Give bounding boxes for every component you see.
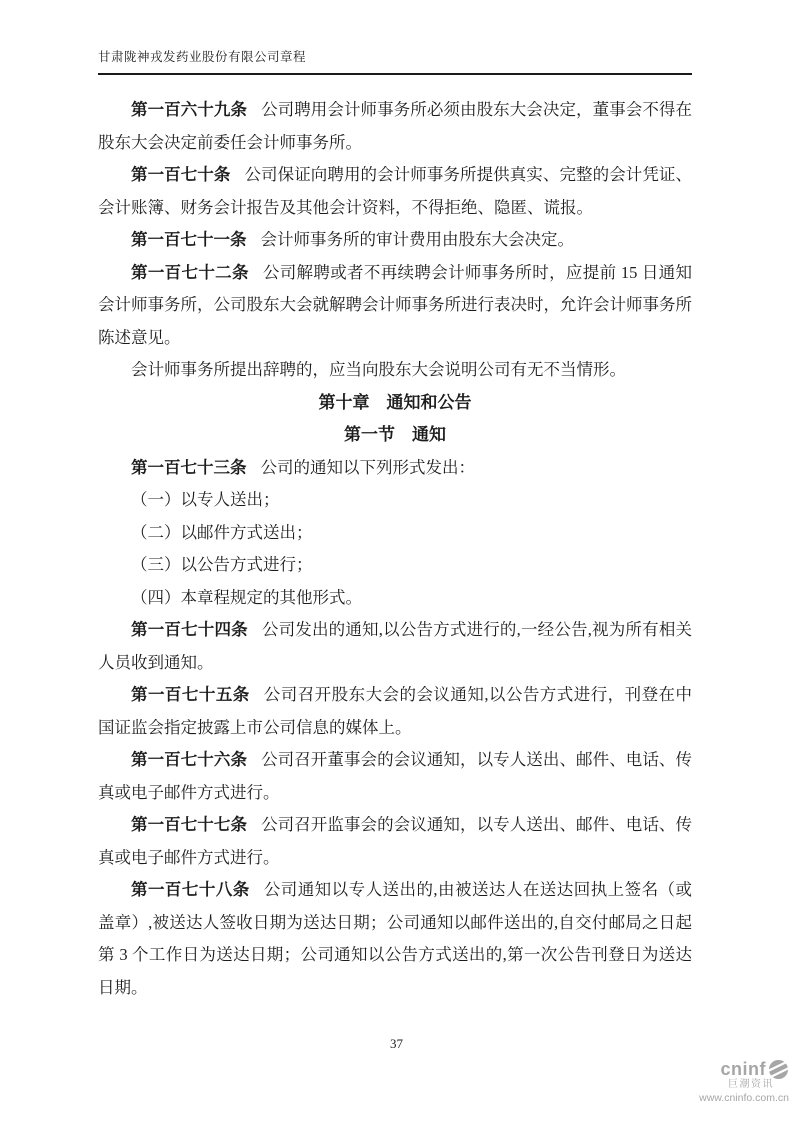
article-text: 公司召开股东大会的会议通知,以公告方式进行，刊登在中国证监会指定披露上市公司信息的媒体上。	[98, 685, 693, 737]
cninfo-logo	[699, 1059, 789, 1104]
cninfo-brand-row	[699, 1059, 789, 1080]
article-number: 第一百七十四条	[131, 621, 248, 639]
article-paragraph	[98, 224, 692, 257]
article-text: 公司聘用会计师事务所必须由股东大会决定，董事会不得在股东大会决定前委任会计师事务所。	[98, 100, 693, 152]
article-paragraph	[98, 809, 692, 874]
article-text: 公司召开董事会的会议通知，以专人送出、邮件、电话、传真或电子邮件方式进行。	[98, 750, 693, 802]
article-text: 公司通知以专人送出的,由被送达人在送达回执上签名（或盖章）,被送达人签收日期为送达日期；公司通知以邮件送出的,自交付邮局之日起第 3 个工作日为送达日期；公司通知以公告方式送出的,第一次公告刊登日为送达日期。	[98, 880, 693, 997]
section-heading: 第一节 通知	[344, 425, 446, 444]
cninfo-chinese-name: 巨潮资讯	[728, 1079, 774, 1090]
cninfo-url: www.cninfo.com.cn	[699, 1091, 789, 1104]
list-item: （四）本章程规定的其他形式。	[131, 587, 362, 607]
page-header	[98, 47, 692, 75]
article-number: 第一百七十八条	[131, 881, 250, 899]
cninfo-swirl-icon	[768, 1059, 789, 1080]
article-paragraph	[98, 874, 692, 1004]
cninfo-brand-text: cninf	[720, 1059, 766, 1080]
article-text: 公司召开监事会的会议通知，以专人送出、邮件、电话、传真或电子邮件方式进行。	[98, 815, 693, 867]
document-body	[98, 94, 692, 1004]
article-text: 公司保证向聘用的会计师事务所提供真实、完整的会计凭证、会计账簿、财务会计报告及其他会计资料，不得拒绝、隐匿、谎报。	[98, 165, 693, 217]
list-item: （一）以专人送出；	[131, 490, 280, 509]
page-number: 37	[390, 1036, 403, 1051]
list-item: （三）以公告方式进行；	[131, 555, 313, 574]
article-paragraph	[98, 452, 692, 485]
article-paragraph	[98, 159, 692, 224]
article-text: 公司解聘或者不再续聘会计师事务所时，应提前 15 日通知会计师事务所，公司股东大会就解聘会计师事务所进行表决时，允许会计师事务所陈述意见。	[98, 262, 693, 347]
chapter-heading: 第十章 通知和公告	[318, 392, 472, 412]
article-number: 第一百六十九条	[131, 101, 248, 119]
article-paragraph	[98, 679, 692, 744]
article-number: 第一百七十六条	[131, 751, 248, 769]
article-text: 公司的通知以下列形式发出：	[260, 457, 476, 477]
article-paragraph	[98, 94, 692, 159]
article-paragraph	[98, 614, 692, 679]
article-number: 第一百七十二条	[131, 263, 249, 282]
article-paragraph	[98, 744, 692, 809]
article-number: 第一百七十一条	[131, 231, 247, 249]
article-number: 第一百七十条	[131, 166, 231, 184]
article-text: 公司发出的通知,以公告方式进行的,一经公告,视为所有相关人员收到通知。	[98, 620, 693, 672]
article-number: 第一百七十七条	[131, 816, 248, 834]
document-title: 甘肃陇神戎发药业股份有限公司章程	[98, 50, 307, 64]
article-number: 第一百七十三条	[131, 458, 247, 477]
body-paragraph: 会计师事务所提出辞聘的，应当向股东大会说明公司有无不当情形。	[131, 360, 626, 379]
list-item: （二）以邮件方式送出；	[131, 522, 313, 542]
article-number: 第一百七十五条	[131, 686, 250, 704]
article-paragraph	[98, 257, 692, 355]
article-text: 会计师事务所的审计费用由股东大会决定。	[260, 230, 575, 249]
